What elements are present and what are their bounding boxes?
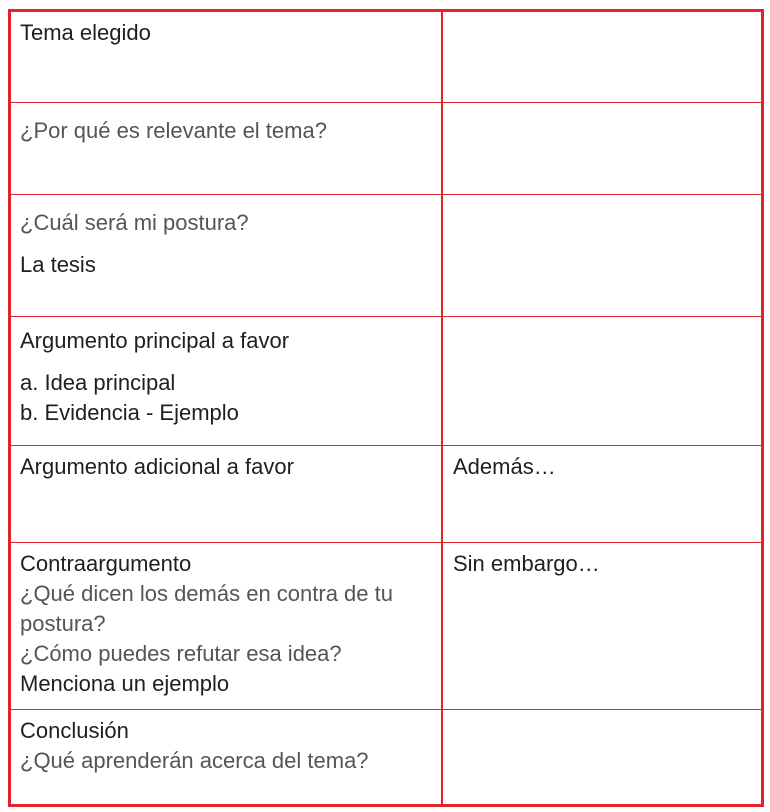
table-row-argumento-principal: [11, 317, 761, 446]
label-cell: [11, 12, 443, 102]
argumento-adicional-label: Argumento adicional a favor: [20, 454, 294, 479]
table-row-contraargumento: [11, 543, 761, 710]
contra-question-2: ¿Cómo puedes refutar esa idea?: [20, 641, 342, 666]
planning-table: [8, 9, 764, 807]
label-cell: [11, 195, 443, 316]
menciona-ejemplo-label: Menciona un ejemplo: [20, 671, 230, 696]
answer-cell: [443, 446, 761, 542]
postura-question: ¿Cuál será mi postura?: [20, 210, 249, 235]
tesis-label: La tesis: [20, 252, 96, 277]
table-row-tema: [11, 12, 761, 103]
table-row-postura: [11, 195, 761, 317]
table-row-conclusion: [11, 710, 761, 804]
argumento-principal-label: Argumento principal a favor: [20, 328, 290, 353]
label-cell: [11, 317, 443, 445]
sin-embargo-text: Sin embargo…: [453, 551, 600, 576]
answer-cell: [443, 103, 761, 194]
conclusion-label: Conclusión: [20, 718, 129, 743]
conclusion-question: ¿Qué aprenderán acerca del tema?: [20, 748, 369, 773]
answer-cell: [443, 317, 761, 445]
label-cell: [11, 543, 443, 709]
idea-principal-label: a. Idea principal: [20, 370, 176, 395]
table-row-argumento-adicional: [11, 446, 761, 543]
relevancia-question: ¿Por qué es relevante el tema?: [20, 118, 327, 143]
answer-cell: [443, 543, 761, 709]
contra-question-1: ¿Qué dicen los demás en contra de tu: [20, 581, 393, 606]
tema-elegido-label: Tema elegido: [20, 20, 151, 45]
label-cell: [11, 710, 443, 804]
answer-cell: [443, 195, 761, 316]
label-cell: [11, 103, 443, 194]
label-cell: [11, 446, 443, 542]
evidencia-label: b. Evidencia - Ejemplo: [20, 400, 239, 425]
answer-cell: [443, 710, 761, 804]
contra-question-1-cont: postura?: [20, 611, 106, 636]
ademas-text: Además…: [453, 454, 556, 479]
table-row-relevancia: [11, 103, 761, 195]
contraargumento-label: Contraargumento: [20, 551, 192, 576]
answer-cell: [443, 12, 761, 102]
